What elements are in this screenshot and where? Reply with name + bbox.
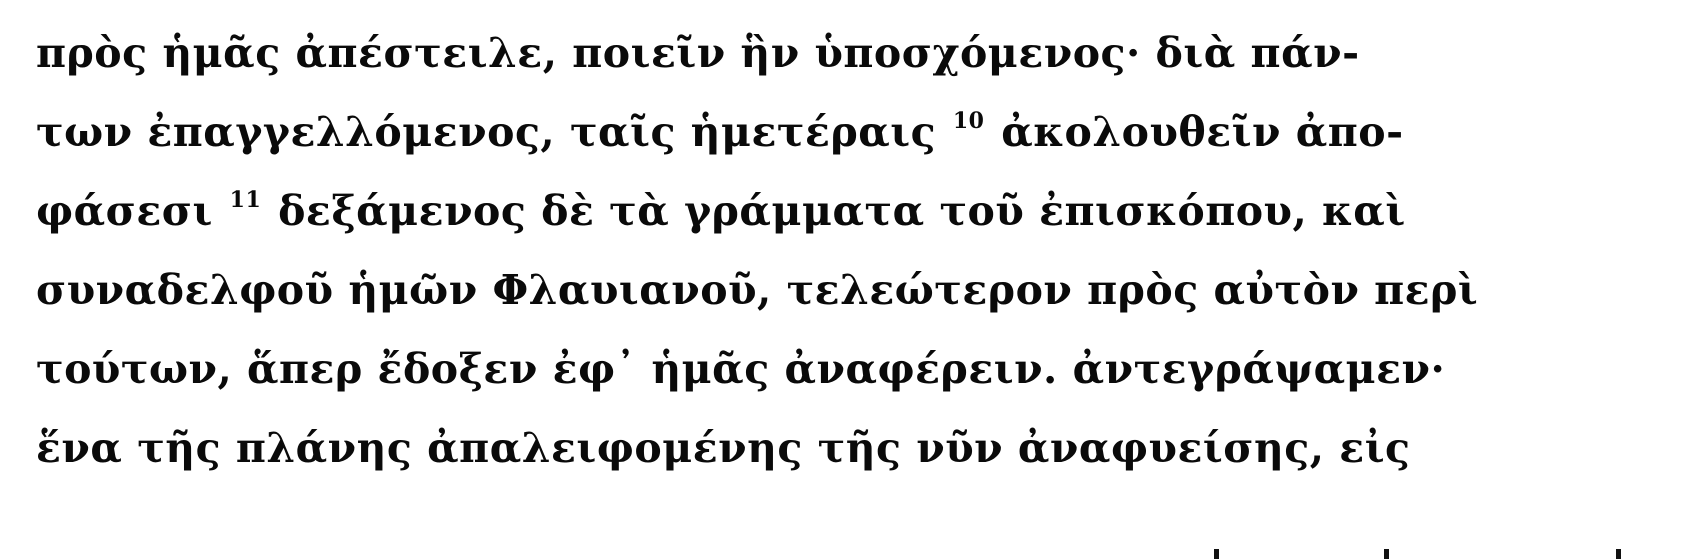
line-5-text: τούτων, ἅπερ ἔδοξεν ἐφ᾽ ἡμᾶς ἀναφέρειν. ἀντεγράψαμεν·: [36, 345, 1446, 393]
line-3-text: φάσεσι: [36, 187, 213, 235]
cropped-glyph-3: [1616, 549, 1621, 559]
line-4-text: συναδελφοῦ ἡμῶν Φλαυιανοῦ, τελεώτερον πρὸς αὐτὸν περὶ: [36, 266, 1479, 314]
text-line-6: [36, 409, 1676, 488]
line-2-rest: ἀκολουθεῖν ἀπο-: [1001, 108, 1404, 156]
text-line-5: [36, 330, 1676, 409]
line-2-text: των ἐπαγγελλόμενος, ταῖς ἡμετέραις: [36, 108, 937, 156]
text-line-3: [36, 172, 1676, 251]
line-6-text: ἕνα τῆς πλάνης ἀπαλειφομένης τῆς νῦν ἀναφυείσης, εἰς: [36, 424, 1411, 472]
text-line-2: [36, 93, 1676, 172]
cropped-next-line: [36, 545, 1676, 559]
text-line-1: [36, 14, 1676, 93]
line-1-text: πρὸς ἡμᾶς ἀπέστειλε, ποιεῖν ἣν ὑποσχόμενος· διὰ πάν-: [36, 29, 1360, 77]
footnote-marker-11: 11: [229, 187, 262, 213]
line-3-rest: δεξάμενος δὲ τὰ γράμματα τοῦ ἐπισκόπου, καὶ: [278, 187, 1406, 235]
footnote-marker-10: 10: [952, 108, 985, 134]
cropped-glyph-1: [1214, 549, 1219, 559]
greek-text-block: [36, 14, 1676, 488]
text-line-4: [36, 251, 1676, 330]
cropped-glyph-2: [1384, 549, 1389, 559]
